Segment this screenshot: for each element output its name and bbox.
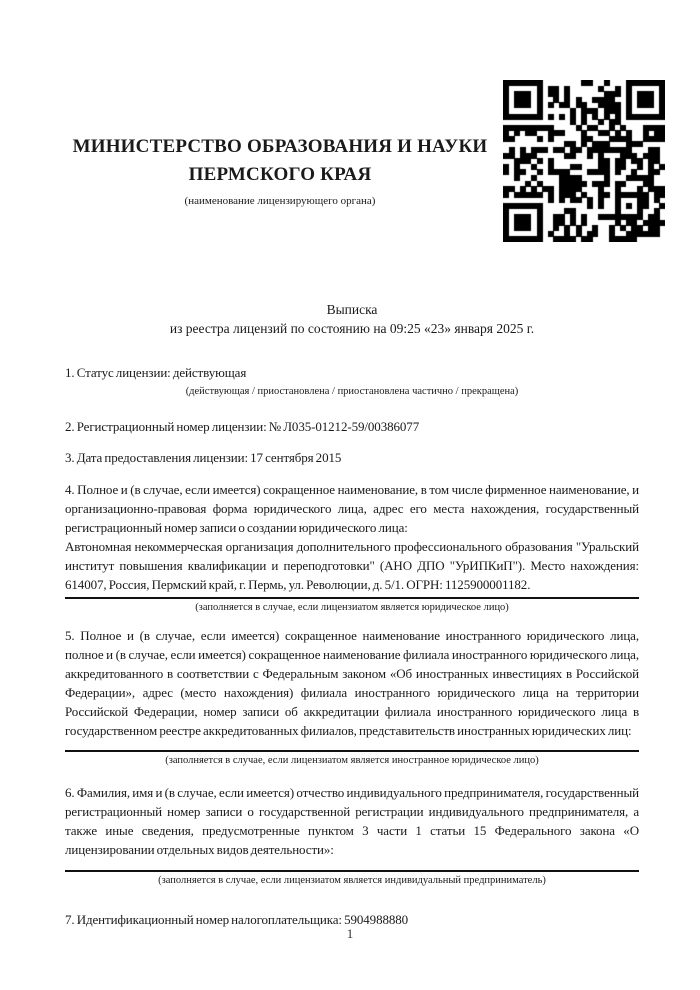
- item-registration-number: [65, 417, 639, 436]
- grant-date-text: 3. Дата предоставления лицензии: 17 сентября 2015: [65, 450, 342, 465]
- document-header: [65, 133, 495, 208]
- licensing-authority-name: [65, 133, 495, 189]
- ministry-name-line2: ПЕРМСКОГО КРАЯ: [188, 164, 372, 185]
- item-license-grant-date: [65, 448, 639, 467]
- foreign-entity-prompt: 5. Полное и (в случае, если имеется) сокращенное наименование иностранного юридического лица, полное и (в случае, если имеется) сокращенное наименование филиала иностранного юридического лица, аккредитованного в соответствии с Федеральным законом «Об иностранных инвестициях в Российской Федерации», адрес (место нахождения) филиала иностранного юридического лица на территории Российской Федерации, номер записи об аккредитации филиала иностранного юридического лица в государственном реестре аккредитованных филиалов, представительств иностранных юридических лиц:: [65, 628, 639, 738]
- legal-entity-value: Автономная некоммерческая организация дополнительного профессионального образования "Уральский институт повышения квалификации и переподготовки" (АНО ДПО "УрИПКиП"). Место нахождения: 614007, Россия, Пермский край, г. Пермь, ул. Революции, д. 5/1. ОГРН: 1125900001182.: [65, 539, 639, 592]
- legal-entity-caption: (заполняется в случае, если лицензиатом является юридическое лицо): [195, 602, 509, 613]
- license-status-text: 1. Статус лицензии: действующая: [65, 365, 247, 380]
- fill-line: [65, 750, 639, 752]
- foreign-entity-caption: (заполняется в случае, если лицензиатом является иностранное юридическое лицо): [165, 755, 539, 766]
- fill-line: [65, 597, 639, 599]
- document-body: [65, 363, 639, 929]
- ministry-name-line1: МИНИСТЕРСТВО ОБРАЗОВАНИЯ И НАУКИ: [72, 136, 488, 157]
- item-individual-entrepreneur-details: [65, 783, 639, 888]
- legal-entity-prompt: 4. Полное и (в случае, если имеется) сокращенное наименование, в том числе фирменное наименование, и организационно-правовая форма юридического лица, адрес его места нахождения, государственный регистрационный номер записи о создании юридического лица:: [65, 482, 639, 535]
- taxpayer-number-text: 7. Идентификационный номер налогоплательщика: 5904988880: [65, 912, 409, 927]
- page-number: 1: [346, 926, 354, 941]
- title-line2: из реестра лицензий по состоянию на 09:25 «23» января 2025 г.: [169, 321, 535, 336]
- licensing-authority-caption: (наименование лицензирующего органа): [184, 195, 376, 207]
- item-foreign-entity-details: [65, 626, 639, 768]
- registration-number-text: 2. Регистрационный номер лицензии: № Л035-01212-59/00386077: [65, 419, 420, 434]
- status-options-caption: (действующая / приостановлена / приостановлена частично / прекращена): [185, 386, 519, 397]
- item-license-status: [65, 363, 639, 399]
- title-line1: Выписка: [326, 302, 378, 317]
- entrepreneur-caption: (заполняется в случае, если лицензиатом является индивидуальный предприниматель): [158, 875, 546, 886]
- qr-code-icon: [503, 80, 665, 242]
- item-legal-entity-details: [65, 480, 639, 615]
- entrepreneur-prompt: 6. Фамилия, имя и (в случае, если имеется) отчество индивидуального предпринимателя, государственный регистрационный номер записи о государственной регистрации индивидуального предпринимателя, а также иные сведения, предусмотренные пунктом 3 части 1 статьи 15 Федерального закона «О лицензировании отдельных видов деятельности»:: [65, 785, 639, 857]
- fill-line: [65, 870, 639, 872]
- document-title: [65, 300, 639, 338]
